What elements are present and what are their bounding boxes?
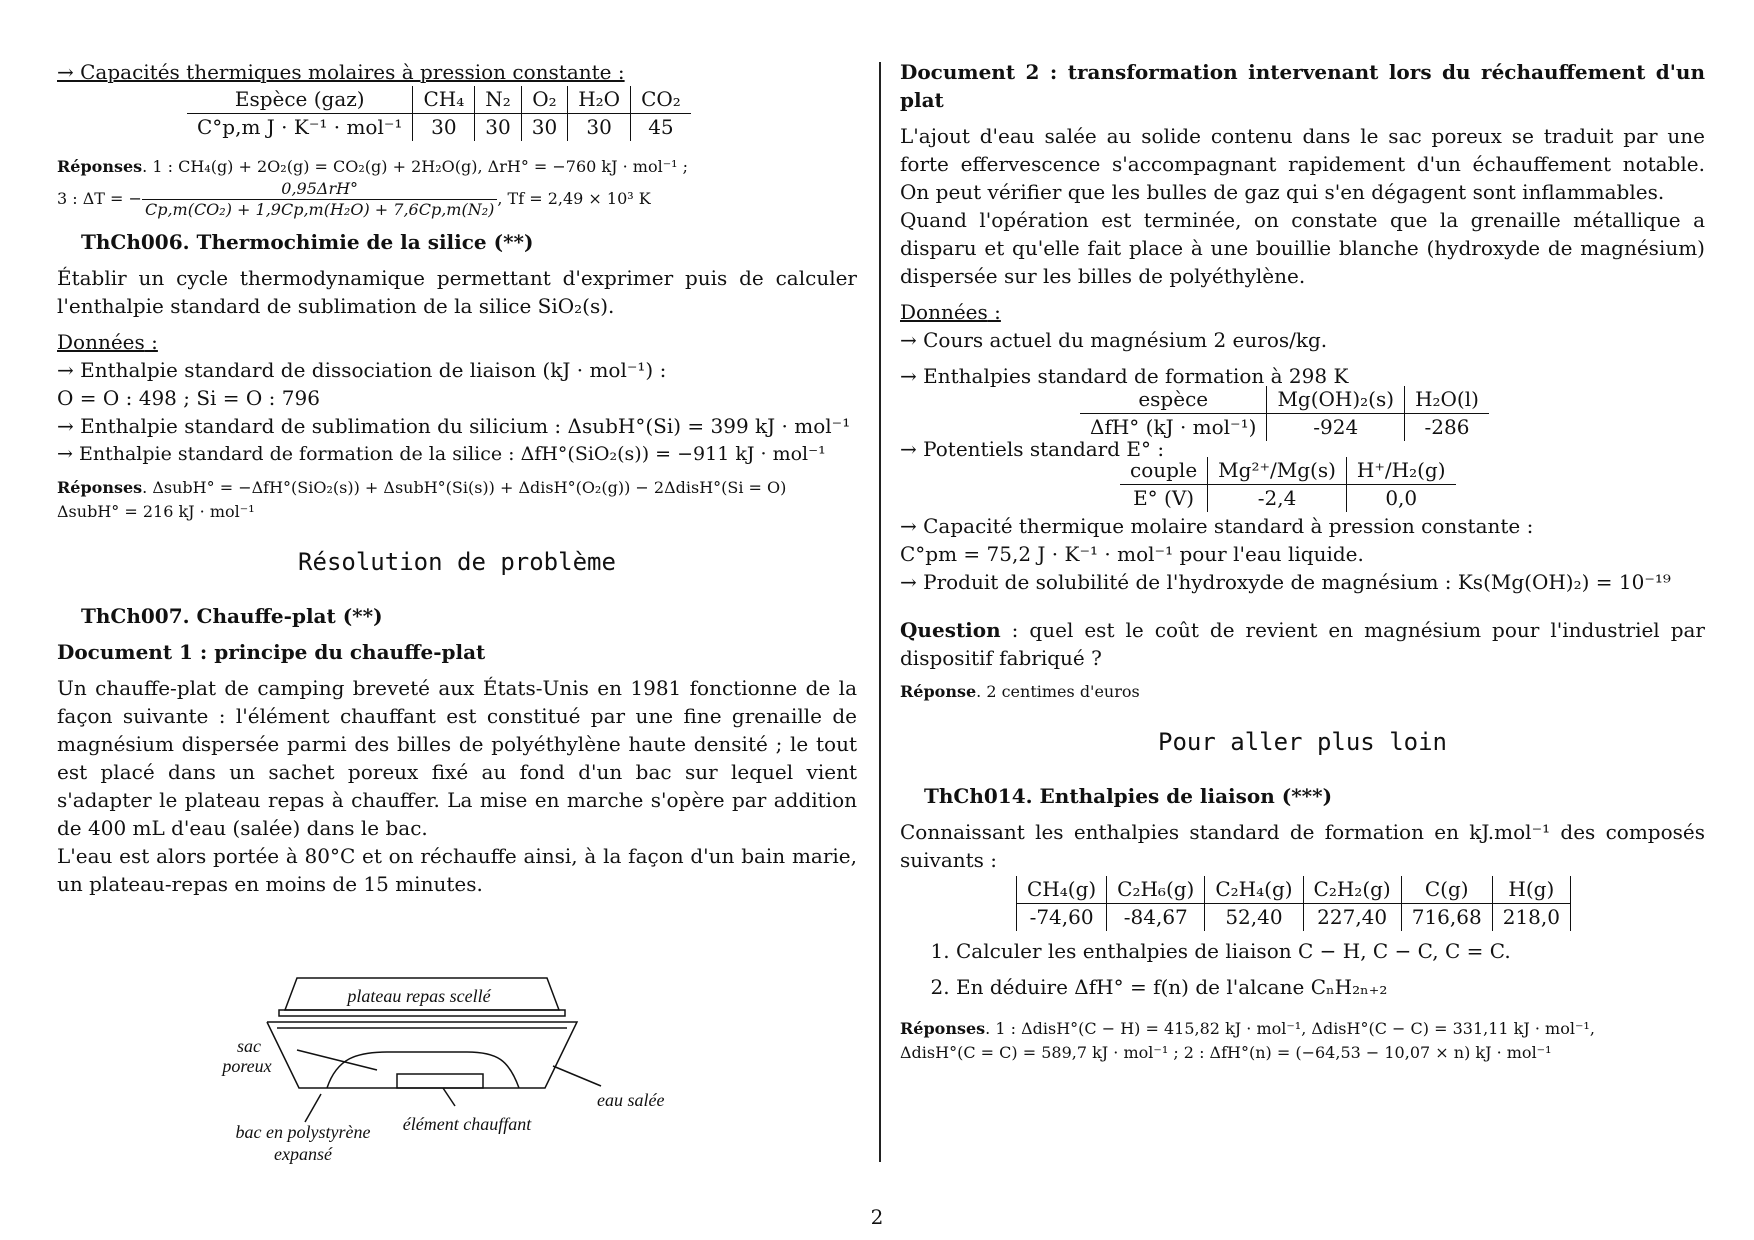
document-2-paragraph: Quand l'opération est terminée, on constate que la grenaille métallique a disparu et qu'elle fait place à une bouillie blanche (hydroxyde de magnésium) dispersée sur les billes de polyéthylène. [900,208,1705,288]
pot-header-cell: couple [1120,457,1208,485]
answers-label: Réponses [57,478,143,497]
element-chauffant-shape [397,1074,483,1088]
left-column [57,58,857,1164]
question-text: : quel est le coût de revient en magnésium pour l'industriel par dispositif fabriqué ? [900,618,1705,670]
document-1-title: Document 1 : principe du chauffe-plat [57,640,486,664]
data-line: O = O : 498 ; Si = O : 796 [57,386,320,410]
donnees-label: Données : [900,300,1001,324]
plateau-rim-shape [279,1010,565,1016]
cp-row-cell: C°p,m J · K⁻¹ · mol⁻¹ [187,114,413,142]
cp-header-cell: Espèce (gaz) [187,86,413,114]
pot-row-cell: 0,0 [1385,486,1418,510]
form-row-cell: 716,68 [1401,904,1492,932]
form-header-cell: CH₄(g) [1017,876,1107,904]
section-heading: Pour aller plus loin [1158,728,1447,756]
reponse [900,680,1705,704]
page-number: 2 [870,1205,884,1229]
reponse-text: . 2 centimes d'euros [976,682,1140,701]
cp-header-cell: N₂ [475,86,522,114]
enth-row-cell: -286 [1424,415,1470,439]
reponse-label: Réponse [900,682,977,701]
answers-6-line1: . ΔsubH° = −ΔfH°(SiO₂(s)) + ΔsubH°(Si(s)) + ΔdisH°(O₂(g)) − 2ΔdisH°(Si = O) [142,478,787,497]
data-line: → Enthalpie standard de formation de la silice : ΔfH°(SiO₂(s)) = −911 kJ · mol⁻¹ [57,443,826,465]
cp-table [187,86,691,141]
label-sac: sac [237,1036,261,1056]
answers-1-prefix: 3 : ΔT = − [57,189,142,208]
right-column [900,58,1705,1065]
enth-header-cell: H₂O(l) [1415,387,1479,411]
exercise-title-thch007: ThCh007. Chauffe-plat (**) [81,604,383,628]
label-eau-salee: eau salée [597,1090,665,1110]
data-line: → Enthalpies standard de formation à 298 K [900,364,1349,388]
form-row-cell: -74,60 [1017,904,1107,932]
section-heading: Résolution de problème [298,548,616,576]
answers-label: Réponses [57,157,143,176]
question [900,616,1705,672]
leader-eau [553,1066,601,1086]
answers-1 [57,155,857,179]
form-header-cell: C₂H₆(g) [1107,876,1205,904]
potential-table [1120,457,1456,512]
chauffe-plat-diagram [197,970,677,1164]
fraction-numerator: 0,95ΔrH° [142,179,497,200]
form-header-cell: C(g) [1401,876,1492,904]
enthalpy-table [1080,386,1489,441]
form-header-cell: H(g) [1508,877,1555,901]
enth-row-cell: ΔfH° (kJ · mol⁻¹) [1080,414,1267,442]
answers-1-line2 [57,179,857,220]
enth-row-cell: -924 [1267,414,1405,442]
cp-row-cell: 45 [648,115,674,139]
enth-header-cell: espèce [1080,386,1267,414]
cp-row-cell: 30 [521,114,567,142]
exercise-14-statement: Connaissant les enthalpies standard de formation en kJ.mol⁻¹ des composés suivants : [900,820,1705,872]
data-line: → Capacité thermique molaire standard à pression constante : [900,514,1534,538]
pot-row-cell: -2,4 [1208,485,1347,513]
pot-row-cell: E° (V) [1120,485,1208,513]
label-poreux: poreux [222,1056,272,1076]
form-row-cell: -84,67 [1107,904,1205,932]
donnees-label: Données : [57,330,158,354]
cp-row-cell: 30 [568,114,631,142]
sac-poreux-shape [327,1052,519,1088]
cp-row-cell: 30 [413,114,475,142]
label-element-chauffant: élément chauffant [402,1114,532,1134]
pot-header-cell: H⁺/H₂(g) [1356,458,1446,482]
cp-header-cell: CO₂ [641,87,681,111]
document-1-paragraph: L'eau est alors portée à 80°C et on réchauffe ainsi, à la façon d'un bain marie, un plateau-repas en moins de 15 minutes. [57,844,857,896]
answers-14-line2: ΔdisH°(C = C) = 589,7 kJ · mol⁻¹ ; 2 : ΔfH°(n) = (−64,53 − 10,07 × n) kJ · mol⁻¹ [900,1043,1552,1062]
data-line: → Potentiels standard E° : [900,437,1165,461]
bac-outline-shape [267,1022,577,1088]
enth-header-cell: Mg(OH)₂(s) [1267,386,1405,414]
form-row-cell: 227,40 [1303,904,1401,932]
exercise-title-thch014: ThCh014. Enthalpies de liaison (***) [924,784,1333,808]
exercise-title-thch006: ThCh006. Thermochimie de la silice (**) [81,230,534,254]
question-label: Question [900,618,1001,642]
document-2-title: Document 2 : transformation intervenant lors du réchauffement d'un plat [900,60,1705,112]
fraction [142,179,497,220]
answers-label: Réponses [900,1019,986,1038]
column-divider [879,62,881,1162]
pot-header-cell: Mg²⁺/Mg(s) [1208,457,1347,485]
list-item: 2. En déduire ΔfH° = f(n) de l'alcane CₙH₂ₙ₊₂ [956,973,1705,1001]
exercise-6-statement: Établir un cycle thermodynamique permettant d'exprimer puis de calculer l'enthalpie standard de sublimation de la silice SiO₂(s). [57,266,857,318]
formation-table [1016,876,1571,931]
form-header-cell: C₂H₄(g) [1205,876,1303,904]
answers-14 [900,1017,1705,1041]
question-list [900,937,1705,1001]
list-item: 1. Calculer les enthalpies de liaison C − H, C − C, C = C. [956,937,1705,965]
donnees-text: Données [57,330,145,354]
document-1-paragraph: Un chauffe-plat de camping breveté aux États-Unis en 1981 fonctionne de la façon suivante : l'élément chauffant est constitué par une fine grenaille de magnésium dispersée parmi des billes de polyéthylène haute densité ; le tout est placé dans un sachet poreux fixé au fond d'un bac sur lequel vient s'adapter le plateau repas à chauffer. La mise en marche s'opère par addition de 400 mL d'eau (salée) dans le bac. [57,676,857,840]
label-bac-line1: bac en polystyrène [235,1122,371,1142]
data-line: → Enthalpie standard de sublimation du silicium : ΔsubH°(Si) = 399 kJ · mol⁻¹ [57,414,851,438]
cp-header-cell: O₂ [521,86,567,114]
document-2-paragraph: L'ajout d'eau salée au solide contenu dans le sac poreux se traduit par une forte effervescence s'accompagnant rapidement d'un échauffement notable. On peut vérifier que les bulles de gaz qui s'en dégagent sont inflammables. [900,124,1705,204]
data-line: C°pm = 75,2 J · K⁻¹ · mol⁻¹ pour l'eau liquide. [900,542,1364,566]
answers-6-line2: ΔsubH° = 216 kJ · mol⁻¹ [57,502,255,521]
label-plateau: plateau repas scellé [347,986,491,1006]
data-line: → Cours actuel du magnésium 2 euros/kg. [900,328,1328,352]
fraction-denominator: Cp,m(CO₂) + 1,9Cp,m(H₂O) + 7,6Cp,m(N₂) [144,200,495,219]
donnees-text: Données [900,300,988,324]
leader-element [443,1088,455,1106]
answers-1-line1: . 1 : CH₄(g) + 2O₂(g) = CO₂(g) + 2H₂O(g), ΔrH° = −760 kJ · mol⁻¹ ; [142,157,689,176]
cp-header-cell: CH₄ [413,86,475,114]
form-header-cell: C₂H₂(g) [1303,876,1401,904]
answers-14-line1: . 1 : ΔdisH°(C − H) = 415,82 kJ · mol⁻¹, ΔdisH°(C − C) = 331,11 kJ · mol⁻¹, [985,1019,1595,1038]
data-line: → Produit de solubilité de l'hydroxyde de magnésium : Ks(Mg(OH)₂) = 10⁻¹⁹ [900,570,1671,594]
cp-row-cell: 30 [475,114,522,142]
answers-1-suffix: , Tf = 2,49 × 10³ K [497,189,651,208]
data-line: → Enthalpie standard de dissociation de liaison (kJ · mol⁻¹) : [57,358,667,382]
form-row-cell: 52,40 [1205,904,1303,932]
cp-title: → Capacités thermiques molaires à pression constante : [57,60,625,84]
answers-6 [57,476,857,500]
label-bac-line2: expansé [274,1144,332,1164]
cp-header-cell: H₂O [568,86,631,114]
leader-bac [305,1094,321,1122]
form-row-cell: 218,0 [1502,905,1560,929]
